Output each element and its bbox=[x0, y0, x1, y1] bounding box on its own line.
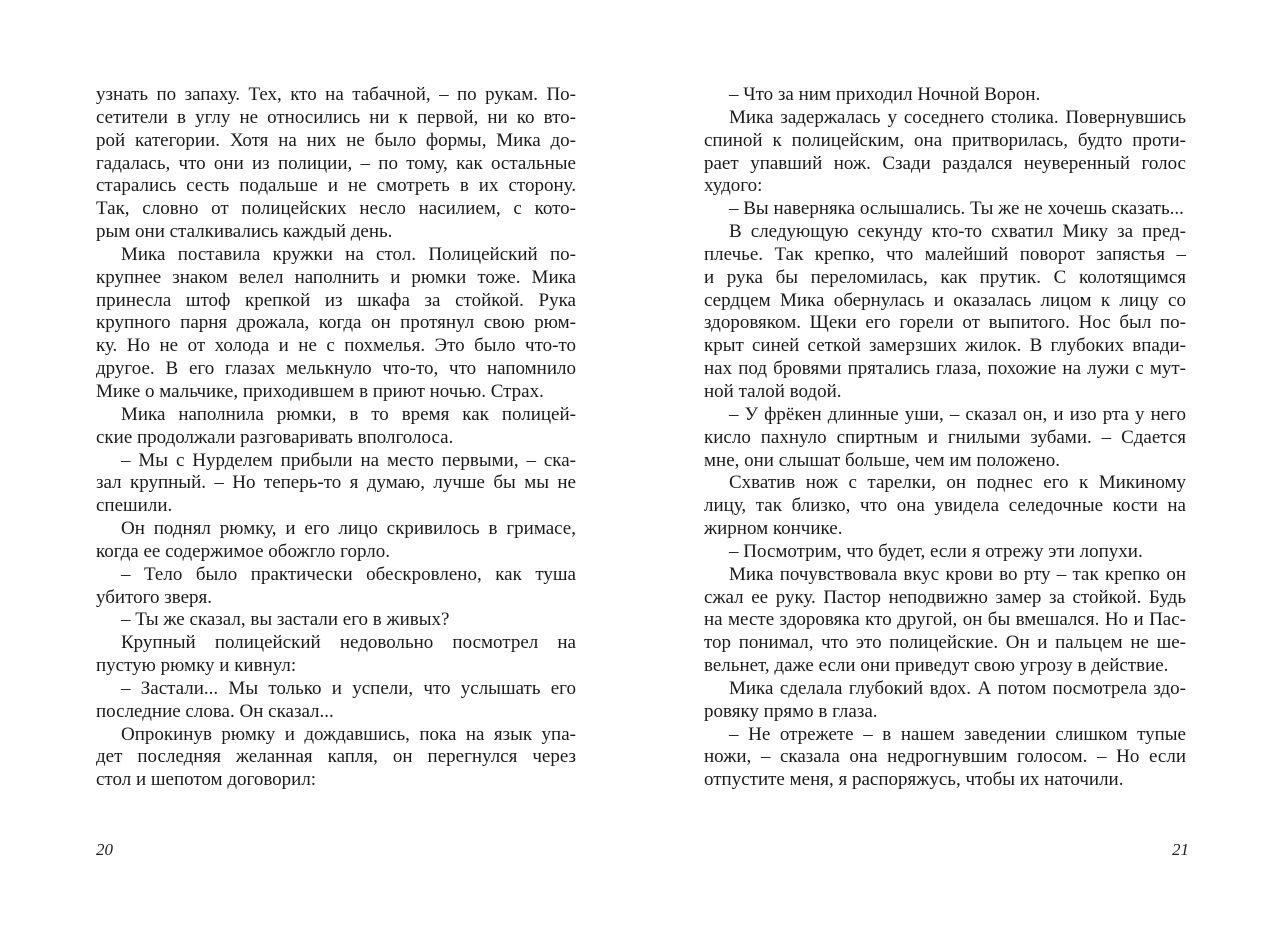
text-line: нах под бровями прятались глаза, похожие на лужи с мут- bbox=[704, 358, 1186, 380]
text-line: Мика задержалась у соседнего столика. Повернувшись bbox=[729, 106, 1186, 128]
text-line: тор понимал, что это полицейские. Он и пальцем не ше- bbox=[704, 632, 1186, 654]
text-line: ку. Но не от холода и не с похмелья. Это было что-то bbox=[96, 335, 576, 357]
text-line: старались сесть подальше и не смотреть в их сторону. bbox=[96, 175, 576, 197]
text-line: Мика сделала глубокий вдох. А потом посмотрела здо- bbox=[729, 677, 1186, 699]
text-line: крупного парня дрожала, когда он протянул свою рюм- bbox=[96, 312, 576, 334]
text-line: – У фрёкен длинные уши, – сказал он, и изо рта у него bbox=[729, 403, 1186, 425]
text-line: спиной к полицейским, она притворилась, будто проти- bbox=[704, 129, 1186, 151]
text-line: и рука бы переломилась, как прутик. С колотящимся bbox=[704, 266, 1186, 288]
text-line: Схватив нож с тарелки, он поднес его к Микиному bbox=[729, 472, 1186, 494]
text-line: худого: bbox=[704, 175, 763, 197]
text-line: Опрокинув рюмку и дождавшись, пока на язык упа- bbox=[121, 723, 576, 745]
text-line: рым они сталкивались каждый день. bbox=[96, 221, 393, 243]
text-line: здоровяком. Щеки его горели от выпитого. Нос был по- bbox=[704, 312, 1186, 334]
text-line: Так, словно от полицейских несло насилием, с кото- bbox=[96, 198, 576, 220]
text-line: Крупный полицейский недовольно посмотрел на bbox=[121, 632, 576, 654]
text-line: узнать по запаху. Тех, кто на табачной, – по рукам. По- bbox=[96, 84, 576, 105]
text-line: – Тело было практически обескровлено, как туша bbox=[121, 563, 576, 585]
text-line: – Застали... Мы только и успели, что услышать его bbox=[121, 677, 576, 699]
text-line: – Посмотрим, что будет, если я отрежу эти лопухи. bbox=[729, 540, 1143, 562]
text-line: – Что за ним приходил Ночной Ворон. bbox=[729, 84, 1041, 105]
text-line: В следующую секунду кто-то схватил Мику за пред- bbox=[729, 221, 1186, 243]
text-line: когда ее содержимое обожгло горло. bbox=[96, 540, 390, 562]
text-line: убитого зверя. bbox=[96, 586, 212, 608]
text-line: жирном кончике. bbox=[704, 518, 843, 540]
text-line: ские продолжали разговаривать вполголоса. bbox=[96, 426, 454, 448]
text-line: спешили. bbox=[96, 495, 173, 517]
left-page-text bbox=[96, 84, 576, 792]
text-line: отпустите меня, я распоряжусь, чтобы их наточили. bbox=[704, 769, 1124, 791]
right-page-number: 21 bbox=[1172, 840, 1189, 859]
text-line: ной талой водой. bbox=[704, 380, 842, 402]
left-page-number: 20 bbox=[96, 840, 113, 859]
text-line: Мика наполнила рюмки, в то время как полицей- bbox=[121, 403, 576, 425]
text-line: сердцем Мика обернулась и оказалась лицом к лицу со bbox=[704, 289, 1186, 311]
text-line: сжал ее руку. Пастор неподвижно замер за стойкой. Будь bbox=[704, 586, 1186, 608]
text-line: на месте здоровяка кто другой, он бы вмешался. Но и Пас- bbox=[704, 609, 1186, 631]
text-line: сетители в углу не относились ни к первой, ни ко вто- bbox=[96, 106, 576, 128]
text-line: зал крупный. – Но теперь-то я думаю, лучше бы мы не bbox=[96, 472, 576, 494]
text-line: – Не отрежете – в нашем заведении слишком тупые bbox=[729, 723, 1186, 745]
text-line: другое. В его глазах мелькнуло что-то, что напомнило bbox=[96, 358, 576, 380]
right-page bbox=[640, 0, 1280, 927]
text-line: дет последняя желанная капля, он перегнулся через bbox=[96, 746, 576, 768]
text-line: плечье. Так крепко, что малейший поворот запястья – bbox=[704, 243, 1186, 265]
text-line: Он поднял рюмку, и его лицо скривилось в гримасе, bbox=[121, 518, 576, 540]
text-line: крупнее знаком велел наполнить и рюмки тоже. Мика bbox=[96, 266, 576, 288]
text-line: пустую рюмку и кивнул: bbox=[96, 655, 297, 677]
text-line: мне, они слышат больше, чем им положено. bbox=[704, 449, 1060, 471]
text-line: принесла штоф крепкой из шкафа за стойкой. Рука bbox=[96, 289, 576, 311]
text-line: стол и шепотом договорил: bbox=[96, 769, 317, 791]
text-line: рой категории. Хотя на них не было формы, Мика до- bbox=[96, 129, 576, 151]
text-line: Мика почувствовала вкус крови во рту – так крепко он bbox=[729, 563, 1186, 585]
text-line: рает упавший нож. Сзади раздался неуверенный голос bbox=[704, 152, 1186, 174]
text-line: Мике о мальчике, приходившем в приют ночью. Страх. bbox=[96, 380, 544, 402]
text-line: – Мы с Нурделем прибыли на место первыми, – ска- bbox=[121, 449, 576, 471]
text-line: лицу, так близко, что она увидела селедочные кости на bbox=[704, 495, 1186, 517]
right-page-text bbox=[704, 84, 1186, 792]
text-line: гадалась, что они из полиции, – по тому, как остальные bbox=[96, 152, 576, 174]
text-line: вельнет, даже если они приведут свою угрозу в действие. bbox=[704, 655, 1169, 677]
text-line: крыт синей сеткой замерзших жилок. В глубоких впади- bbox=[704, 335, 1186, 357]
text-line: – Ты же сказал, вы застали его в живых? bbox=[121, 609, 450, 631]
text-line: кисло пахнуло спиртным и гнилыми зубами. – Сдается bbox=[704, 426, 1186, 448]
text-line: ножи, – сказала она недрогнувшим голосом. – Но если bbox=[704, 746, 1186, 768]
text-line: ровяку прямо в глаза. bbox=[704, 700, 878, 722]
text-line: последние слова. Он сказал... bbox=[96, 700, 334, 722]
text-line: Мика поставила кружки на стол. Полицейский по- bbox=[121, 243, 576, 265]
text-line: – Вы наверняка ослышались. Ты же не хочешь сказать... bbox=[729, 198, 1184, 220]
